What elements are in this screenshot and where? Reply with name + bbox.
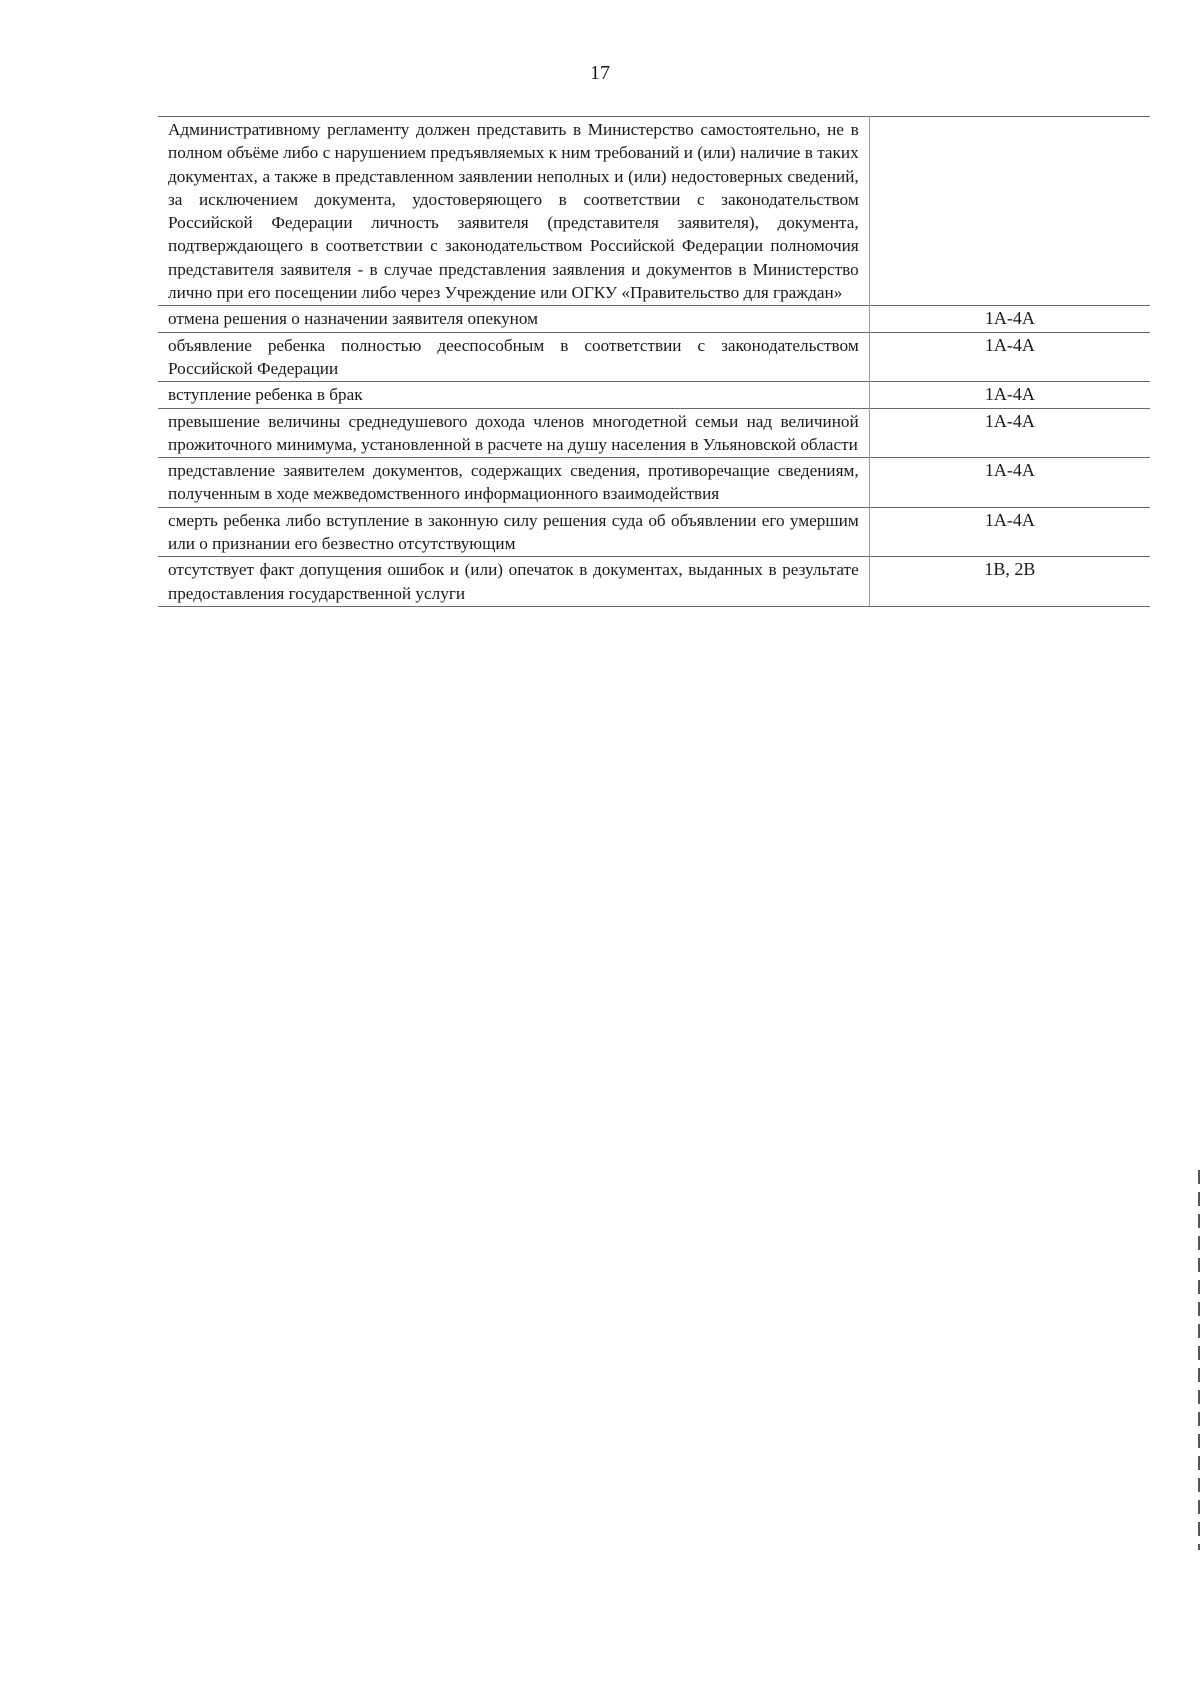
row-description: вступление ребенка в брак (158, 382, 869, 408)
grounds-table (158, 116, 1150, 607)
row-code: 1А-4А (869, 408, 1150, 458)
table-row (158, 332, 1150, 382)
row-code: 1А-4А (869, 458, 1150, 508)
row-description: отсутствует факт допущения ошибок и (или) опечаток в документах, выданных в результате предоставления государственной услуги (158, 557, 869, 607)
table-row (158, 306, 1150, 332)
table-row (158, 507, 1150, 557)
table-row (158, 408, 1150, 458)
table-row (158, 458, 1150, 508)
row-code: 1В, 2В (869, 557, 1150, 607)
row-description: представление заявителем документов, содержащих сведения, противоречащие сведениям, полученным в ходе межведомственного информационного взаимодействия (158, 458, 869, 508)
table-row (158, 557, 1150, 607)
row-code (869, 117, 1150, 306)
row-description: Административному регламенту должен представить в Министерство самостоятельно, не в полном объёме либо с нарушением предъявляемых к ним требований и (или) наличие в таких документах, а также в представленном заявлении неполных и (или) недостоверных сведений, за исключением документа, удостоверяющего в соответствии с законодательством Российской Федерации личность заявителя (представителя заявителя), документа, подтверждающего в соответствии с законодательством Российской Федерации полномочия представителя заявителя - в случае представления заявления и документов в Министерство лично при его посещении либо через Учреждение или ОГКУ «Правительство для граждан» (158, 117, 869, 306)
row-description: отмена решения о назначении заявителя опекуном (158, 306, 869, 332)
table-row (158, 382, 1150, 408)
page-number: 17 (590, 62, 610, 84)
row-code: 1А-4А (869, 382, 1150, 408)
row-description: объявление ребенка полностью дееспособным в соответствии с законодательством Российской Федерации (158, 332, 869, 382)
row-code: 1А-4А (869, 507, 1150, 557)
table-row (158, 117, 1150, 306)
row-code: 1А-4А (869, 332, 1150, 382)
row-code: 1А-4А (869, 306, 1150, 332)
row-description: превышение величины среднедушевого дохода членов многодетной семьи над величиной прожиточного минимума, установленной в расчете на душу населения в Ульяновской области (158, 408, 869, 458)
row-description: смерть ребенка либо вступление в законную силу решения суда об объявлении его умершим или о признании его безвестно отсутствующим (158, 507, 869, 557)
